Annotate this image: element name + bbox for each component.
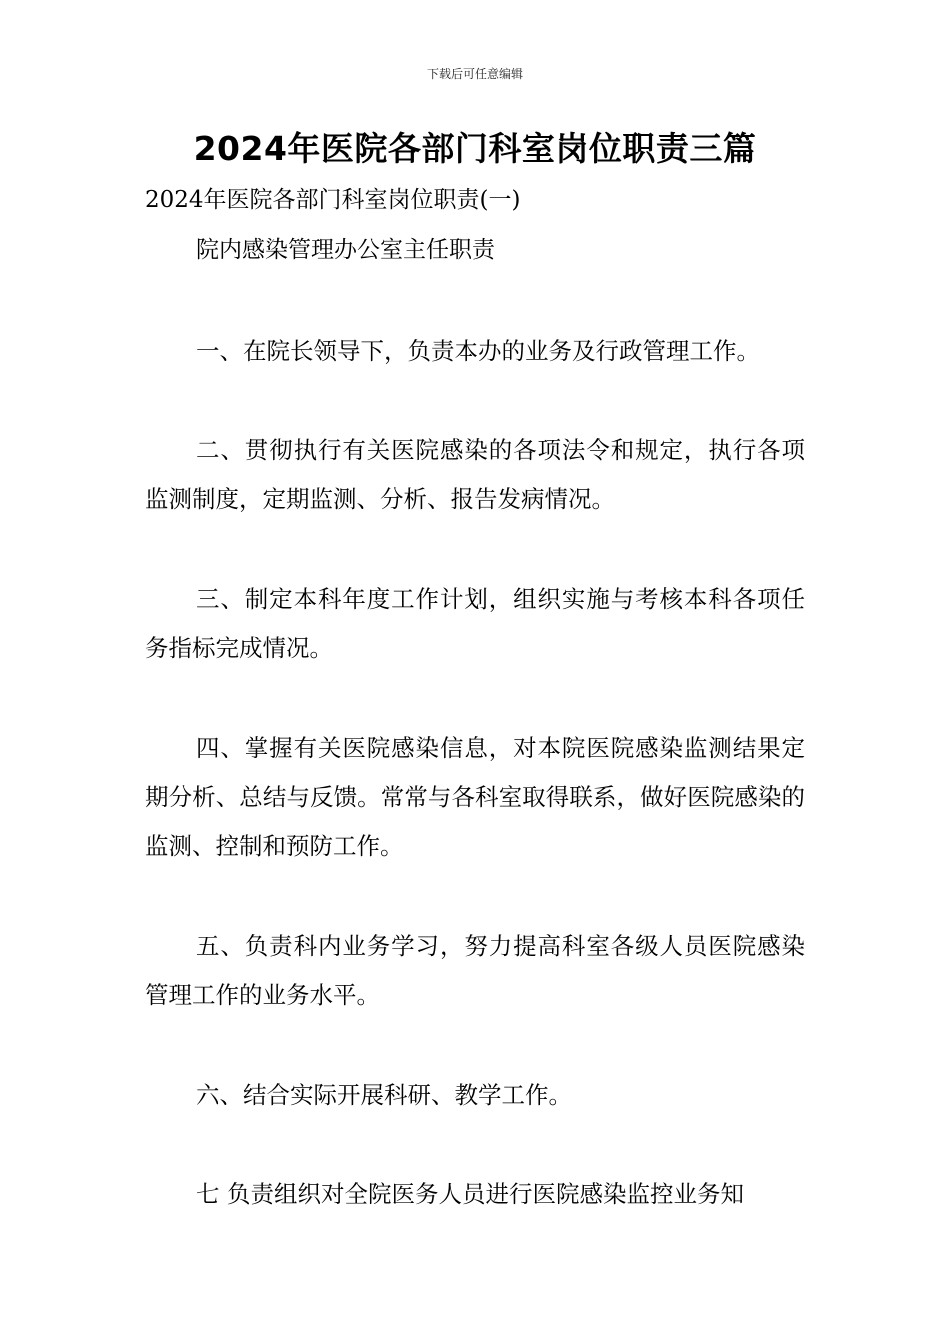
paragraph-6: 六、结合实际开展科研、教学工作。: [196, 1081, 572, 1109]
paragraph-1: 一、在院长领导下，负责本办的业务及行政管理工作。: [196, 337, 760, 365]
paragraph-3: 三、制定本科年度工作计划，组织实施与考核本科各项任务指标完成情况。: [145, 585, 805, 662]
paragraph-2: 二、贯彻执行有关医院感染的各项法令和规定，执行各项监测制度，定期监测、分析、报告发病情况。: [145, 436, 805, 513]
paragraph-5: 五、负责科内业务学习，努力提高科室各级人员医院感染管理工作的业务水平。: [145, 932, 805, 1009]
paragraph-7: 七 负责组织对全院医务人员进行医院感染监控业务知: [196, 1180, 744, 1208]
paragraph-4: 四、掌握有关医院感染信息，对本院医院感染监测结果定期分析、总结与反馈。常常与各科室取得联系，做好医院感染的监测、控制和预防工作。: [145, 734, 805, 860]
section-title: 2024年医院各部门科室岗位职责(一): [145, 187, 521, 213]
document-title: 2024年医院各部门科室岗位职责三篇: [193, 129, 757, 168]
header-note: 下载后可任意编辑: [426, 67, 523, 81]
role-title: 院内感染管理办公室主任职责: [196, 237, 495, 263]
